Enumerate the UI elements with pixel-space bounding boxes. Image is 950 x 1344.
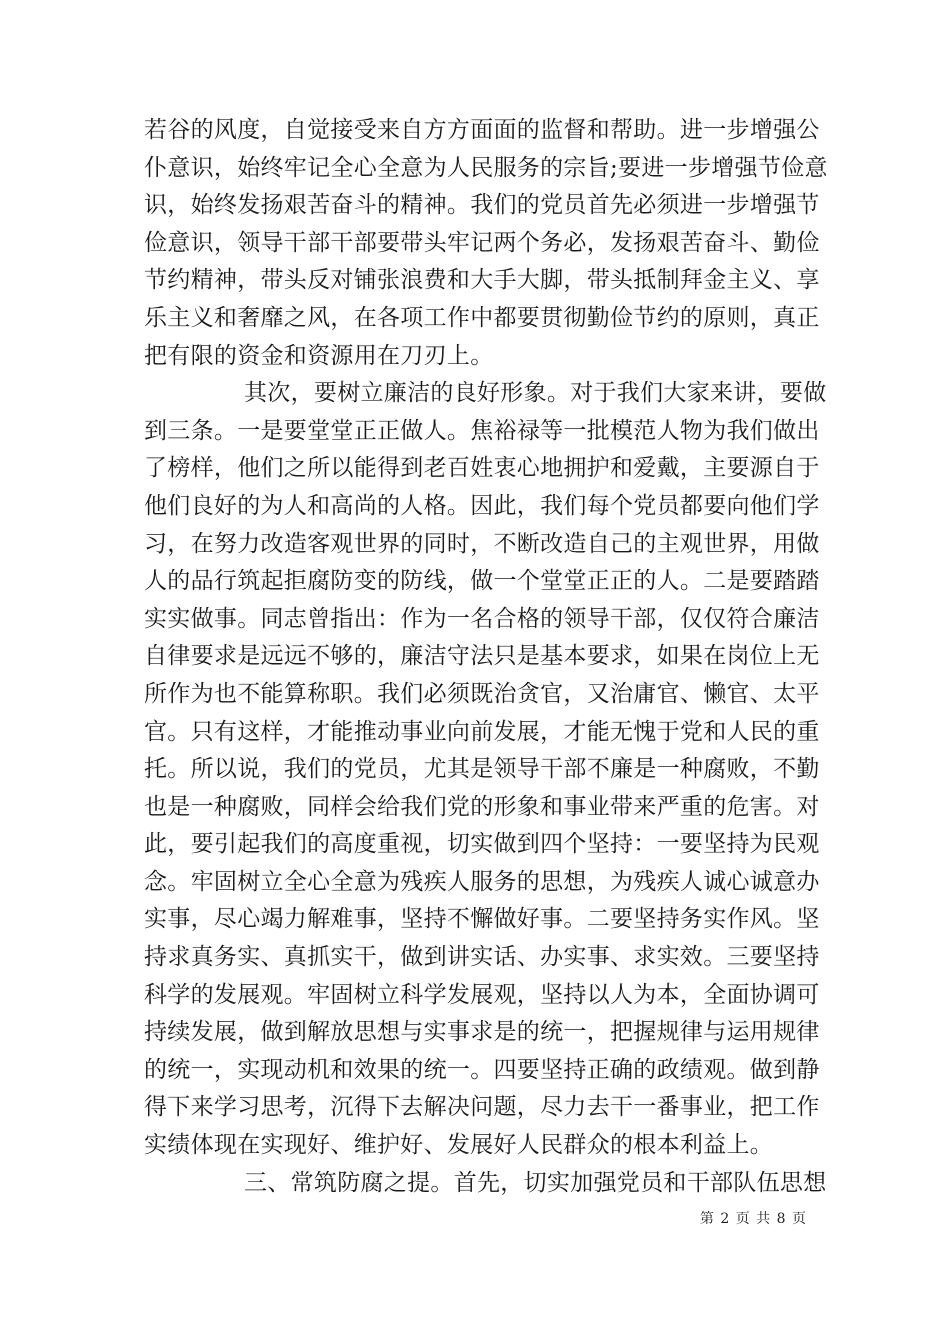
paragraph bbox=[144, 375, 827, 1164]
text-line: 所作为也不能算称职。我们必须既治贪官，又治庸官、懒官、太平 bbox=[144, 680, 820, 707]
paragraph bbox=[144, 112, 828, 375]
text-line: 持续发展，做到解放思想与实事求是的统一，把握规律与运用规律 bbox=[144, 1019, 820, 1046]
text-line: 持求真务实、真抓实干，做到讲实话、办实事、求实效。三要坚持 bbox=[144, 944, 820, 971]
text-line: 节约精神，带头反对铺张浪费和大手大脚，带头抵制拜金主义、享 bbox=[144, 267, 820, 294]
text-line: 此，要引起我们的高度重视，切实做到四个坚持：一要坚持为民观 bbox=[144, 831, 820, 858]
text-line: 人的品行筑起拒腐防变的防线，做一个堂堂正正的人。二是要踏踏 bbox=[144, 568, 820, 595]
text-line: 其次，要树立廉洁的良好形象。对于我们大家来讲，要做 bbox=[244, 380, 827, 407]
text-line: 他们良好的为人和高尚的人格。因此，我们每个党员都要向他们学 bbox=[144, 492, 820, 519]
text-line: 俭意识，领导干部干部要带头牢记两个务必，发扬艰苦奋斗、勤俭 bbox=[144, 229, 820, 256]
text-line: 自律要求是远远不够的，廉洁守法只是基本要求，如果在岗位上无 bbox=[144, 643, 820, 670]
text-line: 习，在努力改造客观世界的同时，不断改造自己的主观世界，用做 bbox=[144, 530, 820, 557]
text-line: 官。只有这样，才能推动事业向前发展，才能无愧于党和人民的重 bbox=[144, 718, 820, 745]
body-text bbox=[144, 112, 828, 1202]
page-number-footer: 第 2 页 共 8 页 bbox=[699, 1211, 807, 1227]
text-line: 乐主义和奢靡之风，在各项工作中都要贯彻勤俭节约的原则，真正 bbox=[144, 304, 820, 331]
text-line: 的统一，实现动机和效果的统一。四要坚持正确的政绩观。做到静 bbox=[144, 1056, 820, 1083]
text-line: 识，始终发扬艰苦奋斗的精神。我们的党员首先必须进一步增强节 bbox=[144, 192, 820, 219]
text-line: 三、常筑防腐之提。首先，切实加强党员和干部队伍思想 bbox=[244, 1169, 827, 1196]
text-line: 科学的发展观。牢固树立科学发展观，坚持以人为本，全面协调可 bbox=[144, 981, 820, 1008]
text-line: 也是一种腐败，同样会给我们党的形象和事业带来严重的危害。对 bbox=[144, 793, 820, 820]
text-line: 了榜样，他们之所以能得到老百姓衷心地拥护和爱戴，主要源自于 bbox=[144, 455, 820, 482]
text-line: 实实做事。同志曾指出：作为一名合格的领导干部，仅仅符合廉洁 bbox=[144, 605, 820, 632]
text-line: 实绩体现在实现好、维护好、发展好人民群众的根本利益上。 bbox=[144, 1132, 774, 1159]
text-line: 若谷的风度，自觉接受来自方方面面的监督和帮助。进一步增强公 bbox=[144, 117, 820, 143]
text-line: 得下来学习思考，沉得下去解决问题，尽力去干一番事业，把工作 bbox=[144, 1094, 820, 1121]
text-line: 到三条。一是要堂堂正正做人。焦裕禄等一批模范人物为我们做出 bbox=[144, 417, 820, 444]
text-line: 实事，尽心竭力解难事，坚持不懈做好事。二要坚持务实作风。坚 bbox=[144, 906, 820, 933]
text-line: 托。所以说，我们的党员，尤其是领导干部不廉是一种腐败，不勤 bbox=[144, 756, 820, 783]
paragraph bbox=[144, 1165, 827, 1203]
text-line: 念。牢固树立全心全意为残疾人服务的思想，为残疾人诚心诚意办 bbox=[144, 868, 820, 895]
text-line: 仆意识，始终牢记全心全意为人民服务的宗旨;要进一步增强节俭意 bbox=[144, 154, 828, 181]
text-line: 把有限的资金和资源用在刀刃上。 bbox=[144, 342, 494, 369]
